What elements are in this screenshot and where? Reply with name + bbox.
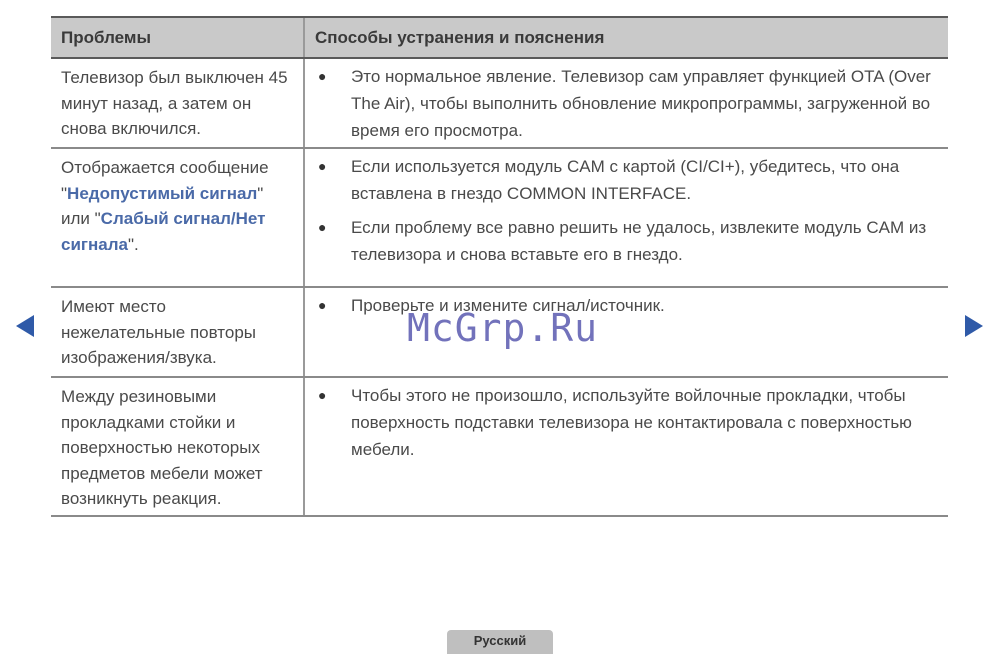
bullet-icon: ●	[318, 297, 327, 313]
bullet-icon: ●	[318, 158, 327, 174]
solution-item	[315, 382, 938, 463]
bullet-icon: ●	[318, 219, 327, 235]
solution-cell	[305, 288, 948, 376]
message-invalid-signal: Недопустимый сигнал	[67, 183, 258, 203]
header-problems: Проблемы	[51, 18, 305, 57]
table-row	[51, 149, 948, 288]
solution-text: Если проблему все равно решить не удалось, извлеките модуль CAM из телевизора и снова вставьте его в гнездо.	[351, 218, 927, 264]
solution-text: Чтобы этого не произошло, используйте войлочные прокладки, чтобы поверхность подставки телевизора не контактировала с поверхностью мебели.	[351, 386, 912, 459]
bullet-icon: ●	[318, 387, 327, 403]
bullet-icon: ●	[318, 68, 327, 84]
problem-cell: Имеют место нежелательные повторы изображения/звука.	[51, 288, 305, 376]
troubleshooting-table	[51, 16, 948, 517]
watermark: McGrp.Ru	[407, 306, 599, 350]
header-solutions: Способы устранения и пояснения	[315, 28, 605, 47]
table-row	[51, 59, 948, 149]
table-row	[51, 378, 948, 517]
table-header	[51, 16, 948, 59]
solution-cell	[305, 378, 948, 515]
problem-cell: Телевизор был выключен 45 минут назад, а затем он снова включился.	[51, 59, 305, 147]
solution-cell	[305, 149, 948, 286]
solution-text: Это нормальное явление. Телевизор сам управляет функцией OTA (Over The Air), чтобы выполнить обновление микропрограммы, загруженной во время его просмотра.	[351, 67, 931, 140]
triangle-right-icon[interactable]	[965, 315, 983, 337]
language-tab: Русский	[447, 630, 553, 654]
problem-cell	[51, 149, 305, 286]
problem-text: ".	[127, 234, 139, 254]
message-weak-signal: Слабый сигнал/Нет сигнала	[61, 209, 266, 254]
problem-text: " или "	[61, 183, 264, 228]
problem-text: Отображается сообщение "	[61, 158, 269, 203]
solution-item	[315, 63, 938, 144]
solution-item	[315, 153, 938, 207]
triangle-left-icon[interactable]	[16, 315, 34, 337]
solution-text: Если используется модуль CAM с картой (CI/CI+), убедитесь, что она вставлена в гнездо COMMON INTERFACE.	[351, 157, 900, 203]
solution-item	[315, 214, 938, 268]
problem-cell: Между резиновыми прокладками стойки и поверхностью некоторых предметов мебели может возникнуть реакция.	[51, 378, 305, 515]
solution-text: Проверьте и измените сигнал/источник.	[351, 296, 665, 315]
solution-cell	[305, 59, 948, 147]
